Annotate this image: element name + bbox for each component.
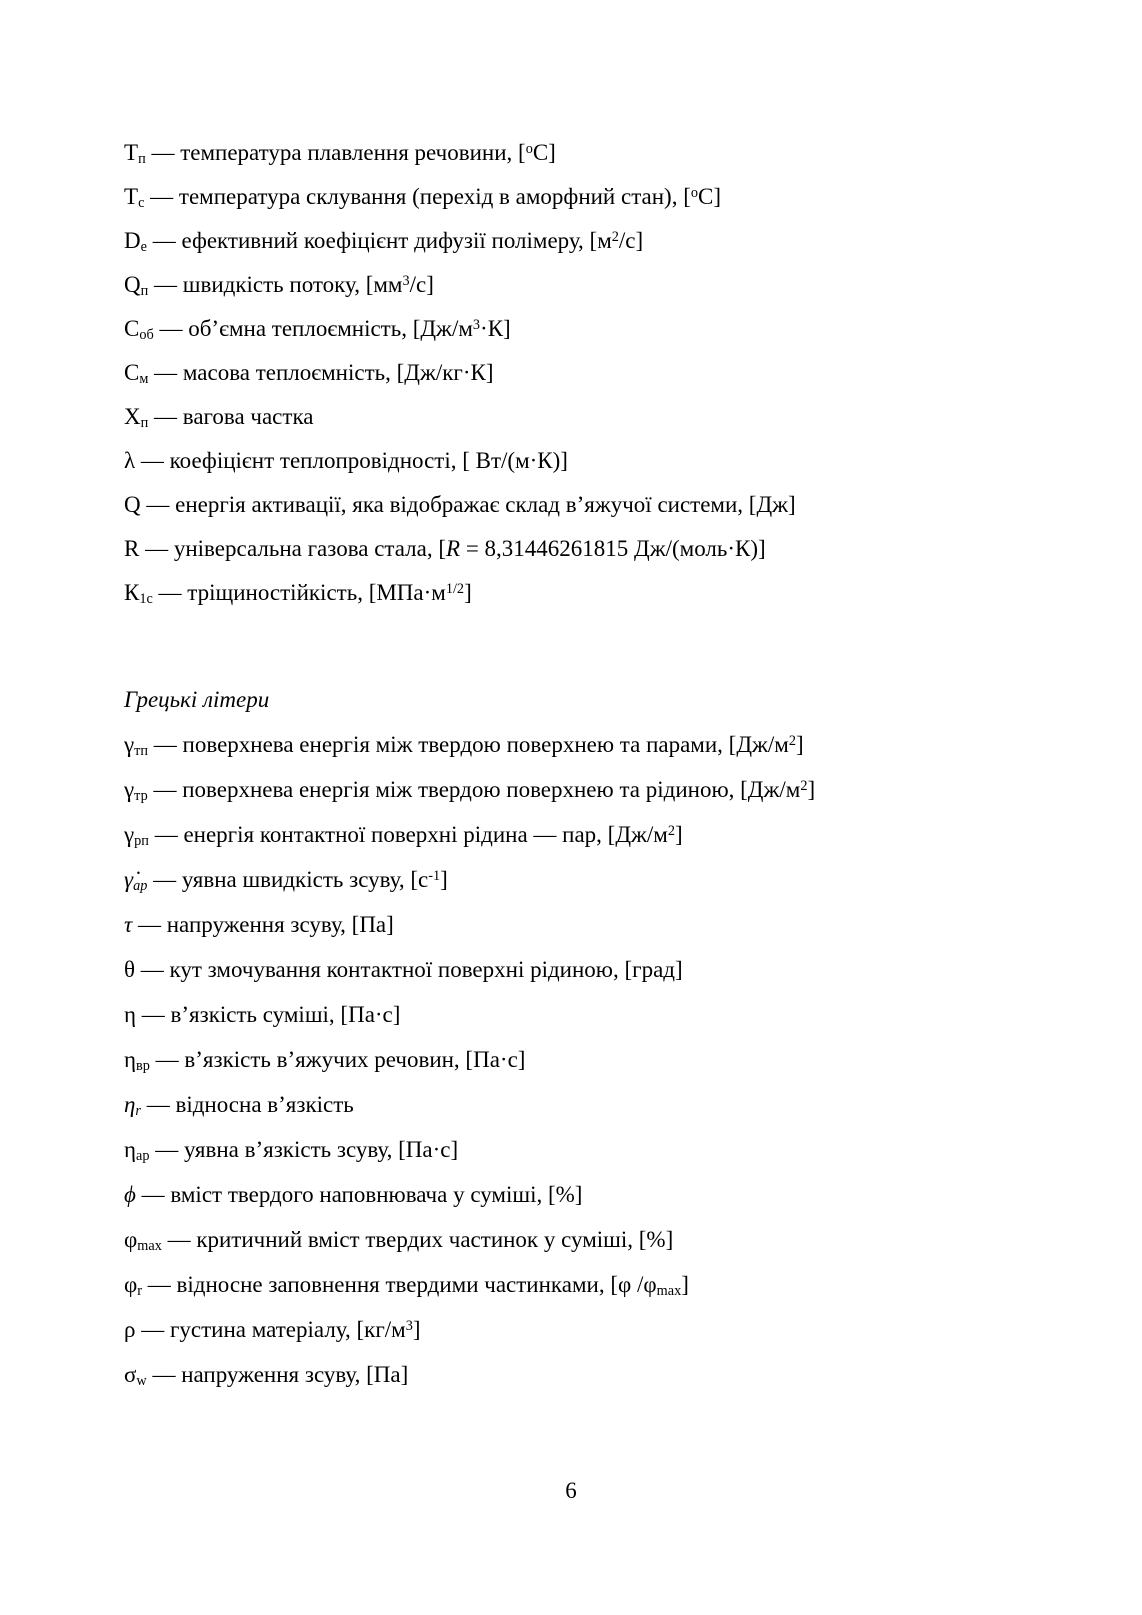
notation-entry: τ — напруження зсуву, [Па]: [124, 912, 394, 937]
notation-entry: Q — енергія активації, яка відображає склад в’яжучої системи, [Дж]: [124, 492, 796, 517]
notation-entry: $\varphi_{max}$ — критичний вміст твердих частинок у суміші, [%]: [124, 1227, 674, 1255]
notation-entry: $С_{об}$ — об’ємна теплоємність, $[Дж/м^3\cdot К]$: [124, 316, 511, 344]
section-header: Грецькі літери: [124, 687, 270, 712]
notation-entry: $Т_п$ — температура плавлення речовини, [$^о$С]: [124, 140, 556, 168]
notation-entry: $\eta_{ар}$ — уявна в’язкість зсуву, [Па·с]: [124, 1137, 459, 1165]
notation-entry: $Х_п$ — вагова частка: [124, 404, 314, 432]
notation-entry: $\sigma_w$ — напруження зсуву, [Па]: [124, 1362, 409, 1390]
notation-entry: $Т_с$ — температура склування (перехід в аморфний стан), [$^о$С]: [124, 184, 721, 212]
page-number: 6: [565, 1478, 577, 1503]
notation-entry: $D_е$ — ефективний коефіцієнт дифузії полімеру, $[м^2/с]$: [124, 228, 644, 256]
notation-entry: $\gamma_{рп}$ — енергія контактної поверхні рідина — пар, $[Дж/м^2]$: [124, 822, 683, 850]
notation-entry: R — універсальна газова стала, [R = 8,31446261815 Дж/(моль·К)]: [124, 536, 766, 561]
notation-entry: η — в’язкість суміші, [Па·с]: [124, 1002, 401, 1027]
notation-entry: $С_м$ — масова теплоємність, [Дж/кг·К]: [124, 360, 494, 388]
notation-entry: $\gamma_{тр}$ — поверхнева енергія між твердою поверхнею та рідиною, $[Дж/м^2]$: [124, 777, 816, 805]
notation-entry: $Q_п$ — швидкість потоку, $[мм^3/с]$: [124, 272, 434, 300]
notation-entry: $\gamma_{тп}$ — поверхнева енергія між твердою поверхнею та парами, $[Дж/м^2]$: [124, 732, 804, 760]
notation-entry: $\eta_{вр}$ — в’язкість в’яжучих речовин, [Па·с]: [124, 1047, 526, 1075]
notation-entry: $\eta_r$ — відносна в’язкість: [124, 1092, 354, 1120]
notation-entry: ρ — густина матеріалу, $[кг/м^3]$: [124, 1317, 421, 1342]
notation-entry: $К_{1с}$ — тріщиностійкість, $[МПа\cdot м^{1/2}]$: [124, 580, 472, 608]
notation-entry: θ — кут змочування контактної поверхні рідиною, [град]: [124, 957, 683, 982]
greek-symbols-section: [124, 677, 1084, 1397]
notation-list: [124, 131, 1084, 1397]
notation-entry: λ — коефіцієнт теплопровідності, [ Вт/(м·К)]: [124, 448, 568, 473]
notation-entry: ϕ — вміст твердого наповнювача у суміші, [%]: [124, 1182, 583, 1207]
latin-symbols-section: [124, 131, 1084, 615]
notation-entry: $\gammȧ_{ар}$ — уявна швидкість зсуву, $[с^{-1}]$: [124, 867, 448, 895]
notation-entry: $\varphi_r$ — відносне заповнення твердими частинками, [φ $/\varphi_{max}$]: [124, 1272, 689, 1300]
